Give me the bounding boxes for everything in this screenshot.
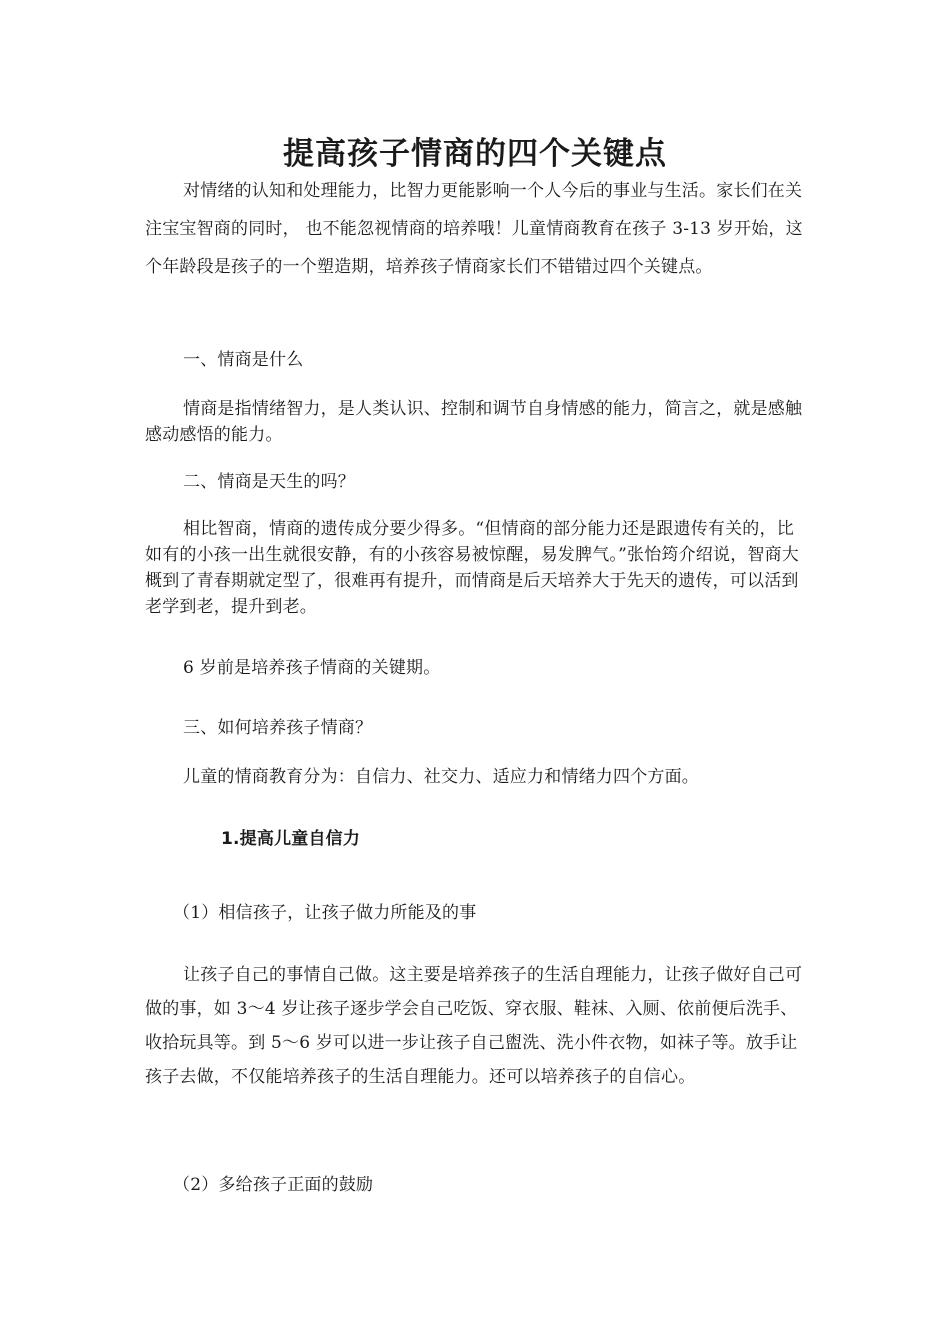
item1-heading: （1）相信孩子，让孩子做力所能及的事 bbox=[173, 903, 477, 923]
section1-body: 情商是指情绪智力，是人类认识、控制和调节自身情感的能力，简言之，就是感触感动感悟的能力。 bbox=[145, 399, 803, 445]
section3-heading: 三、如何培养孩子情商？ bbox=[183, 718, 373, 738]
section2-heading: 二、情商是天生的吗？ bbox=[183, 472, 355, 492]
key-period-note: 6 岁前是培养孩子情商的关键期。 bbox=[183, 658, 441, 678]
document-title: 提高孩子情商的四个关键点 bbox=[283, 136, 667, 172]
item2-heading: （2）多给孩子正面的鼓励 bbox=[173, 1175, 374, 1195]
section1-heading: 一、情商是什么 bbox=[183, 350, 304, 370]
section3-body: 儿童的情商教育分为：自信力、社交力、适应力和情绪力四个方面。 bbox=[183, 767, 699, 787]
subsection1-heading: 1.提高儿童自信力 bbox=[221, 829, 361, 849]
item1-body: 让孩子自己的事情自己做。这主要是培养孩子的生活自理能力，让孩子做好自己可做的事，如 3～4 岁让孩子逐步学会自己吃饭、穿衣服、鞋袜、入厕、依前便后洗手、收拾玩具等。到 5～6 岁可以进一步让孩子自己盥洗、洗小件衣物，如袜子等。放手让孩子去做，不仅能培养孩子的生活自理能力。还可以培养孩子的自信心。 bbox=[145, 965, 803, 1087]
section2-body: 相比智商，情商的遗传成分要少得多。“但情商的部分能力还是跟遗传有关的，比如有的小孩一出生就很安静，有的小孩容易被惊醒，易发脾气。”张怡筠介绍说，智商大概到了青春期就定型了，很难再有提升，而情商是后天培养大于先天的遗传，可以活到老学到老，提升到老。 bbox=[145, 519, 799, 617]
intro-paragraph: 对情绪的认知和处理能力，比智力更能影响一个人今后的事业与生活。家长们在关注宝宝智商的同时， 也不能忽视情商的培养哦！儿童情商教育在孩子 3-13 岁开始，这个年龄段是孩子的一个塑造期，培养孩子情商家长们不错错过四个关键点。 bbox=[145, 181, 803, 277]
